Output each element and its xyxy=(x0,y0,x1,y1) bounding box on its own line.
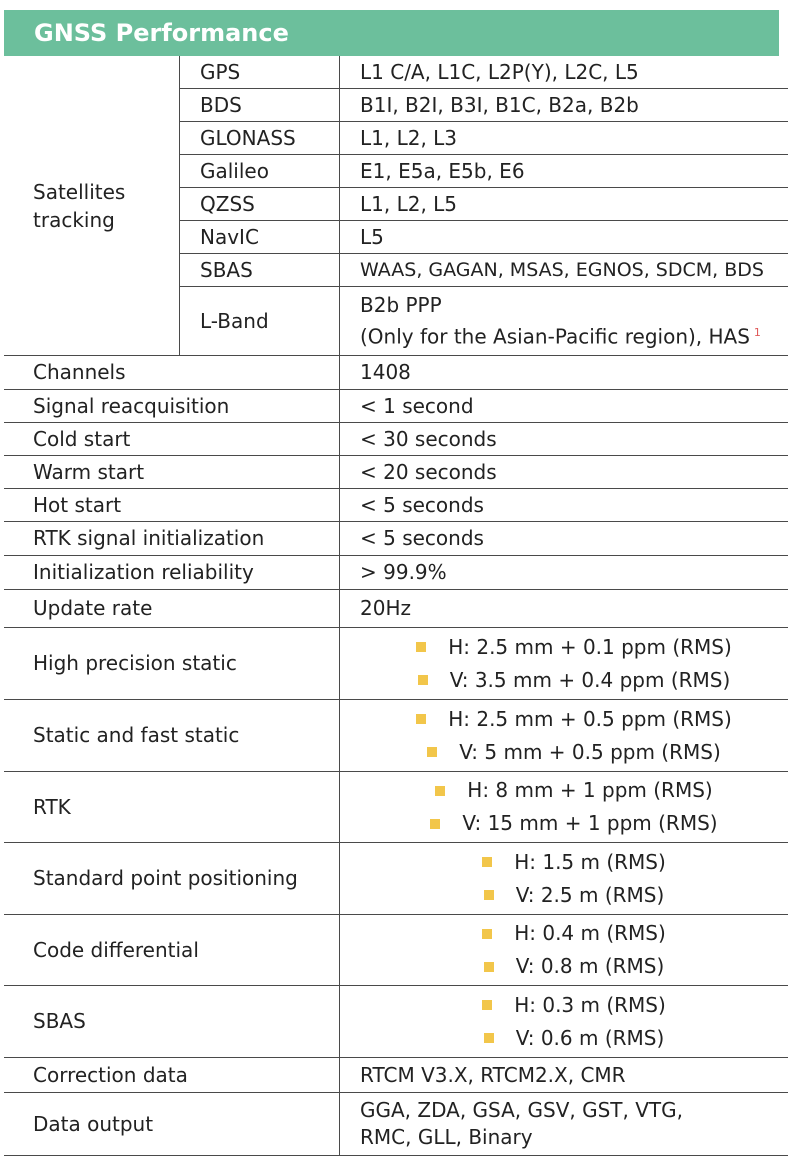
spec-table xyxy=(4,56,788,1156)
system-signals: L5 xyxy=(339,221,788,254)
bullet-icon xyxy=(418,675,428,685)
bullet-icon xyxy=(482,1000,492,1010)
table-row-static-fast-static xyxy=(4,700,788,772)
row-value xyxy=(339,986,788,1057)
row-label: RTK signal initialization xyxy=(33,526,265,550)
table-row-update-rate xyxy=(4,590,788,628)
row-value: RTCM V3.X, RTCM2.X, CMR xyxy=(339,1058,788,1092)
bullet-icon xyxy=(484,890,494,900)
table-row-rtk xyxy=(4,772,788,843)
bullet-icon xyxy=(484,1033,494,1043)
bullet-icon xyxy=(430,819,440,829)
system-name: BDS xyxy=(179,89,339,122)
row-value: < 1 second xyxy=(339,390,788,422)
row-label: Static and fast static xyxy=(33,723,240,747)
list-item: V: 0.6 m (RMS) xyxy=(484,1022,665,1055)
system-name: GLONASS xyxy=(179,122,339,155)
row-value xyxy=(339,700,788,771)
table-row-standard-point-positioning xyxy=(4,843,788,915)
table-row-lband xyxy=(4,287,788,356)
list-item: V: 5 mm + 0.5 ppm (RMS) xyxy=(427,736,721,769)
table-row-sbas-accuracy xyxy=(4,986,788,1058)
system-signals: L1, L2, L3 xyxy=(339,122,788,155)
row-value: < 30 seconds xyxy=(339,423,788,455)
table-row-sbas-signals xyxy=(4,254,788,287)
bullet-icon xyxy=(484,962,494,972)
row-value xyxy=(339,628,788,699)
table-row-navic xyxy=(4,221,788,254)
table-row-data-output xyxy=(4,1093,788,1156)
table-row-gps xyxy=(4,56,788,89)
row-value: < 20 seconds xyxy=(339,456,788,488)
system-name: QZSS xyxy=(179,188,339,221)
row-label: Channels xyxy=(33,360,126,384)
system-name: GPS xyxy=(179,56,339,89)
row-label: SBAS xyxy=(33,1009,86,1033)
list-item: H: 2.5 mm + 0.5 ppm (RMS) xyxy=(416,703,732,736)
list-item: H: 0.4 m (RMS) xyxy=(482,917,666,950)
table-row-galileo xyxy=(4,155,788,188)
table-row-bds xyxy=(4,89,788,122)
system-signals: B1I, B2I, B3I, B1C, B2a, B2b xyxy=(339,89,788,122)
table-row-reliability xyxy=(4,556,788,590)
footnote-marker: 1 xyxy=(753,326,761,340)
system-name: NavIC xyxy=(179,221,339,254)
system-name: L-Band xyxy=(179,287,339,356)
table-row-correction-data xyxy=(4,1058,788,1093)
list-item: H: 8 mm + 1 ppm (RMS) xyxy=(435,774,712,807)
table-row-warm-start xyxy=(4,456,788,489)
row-label: Correction data xyxy=(33,1062,188,1087)
row-label: Code differential xyxy=(33,937,199,962)
list-item: H: 0.3 m (RMS) xyxy=(482,989,666,1022)
bullet-icon xyxy=(427,747,437,757)
row-value: GGA, ZDA, GSA, GSV, GST, VTG, RMC, GLL, Binary xyxy=(339,1093,788,1155)
bullet-icon xyxy=(416,642,426,652)
system-name: SBAS xyxy=(179,254,339,287)
row-value: > 99.9% xyxy=(339,556,788,589)
table-row-code-differential xyxy=(4,915,788,986)
system-signals: L1, L2, L5 xyxy=(339,188,788,221)
table-row-qzss xyxy=(4,188,788,221)
row-label: Warm start xyxy=(33,459,145,484)
list-item: H: 1.5 m (RMS) xyxy=(482,846,666,879)
row-value: 1408 xyxy=(339,356,788,389)
row-value xyxy=(339,915,788,985)
list-item: V: 3.5 mm + 0.4 ppm (RMS) xyxy=(418,664,731,697)
system-signals: WAAS, GAGAN, MSAS, EGNOS, SDCM, BDS xyxy=(339,254,788,287)
list-item: V: 0.8 m (RMS) xyxy=(484,950,665,983)
row-label: RTK xyxy=(33,794,71,819)
row-value: 20Hz xyxy=(339,590,788,627)
table-row-rtk-init xyxy=(4,522,788,556)
system-signals: E1, E5a, E5b, E6 xyxy=(339,155,788,188)
bullet-icon xyxy=(435,786,445,796)
row-label: Data output xyxy=(33,1111,154,1136)
table-row-reacquisition xyxy=(4,390,788,423)
row-value: < 5 seconds xyxy=(339,522,788,555)
section-header xyxy=(4,10,779,56)
row-label: Standard point positioning xyxy=(33,866,298,890)
system-signals: L1 C/A, L1C, L2P(Y), L2C, L5 xyxy=(339,56,788,89)
row-label: High precision static xyxy=(33,651,237,675)
row-value xyxy=(339,772,788,842)
bullet-icon xyxy=(416,714,426,724)
list-item: V: 2.5 m (RMS) xyxy=(484,879,665,912)
row-label: Update rate xyxy=(33,596,153,620)
table-row-channels xyxy=(4,356,788,390)
row-value: < 5 seconds xyxy=(339,489,788,521)
row-label: Signal reacquisition xyxy=(33,393,230,418)
table-row-cold-start xyxy=(4,423,788,456)
system-name: Galileo xyxy=(179,155,339,188)
system-signals: B2b PPP (Only for the Asian-Pacific region), HAS $^1$ xyxy=(339,287,788,356)
satellites-tracking-label: Satellites tracking xyxy=(4,56,179,356)
table-row-hot-start xyxy=(4,489,788,522)
table-row-high-precision-static xyxy=(4,628,788,700)
bullet-icon xyxy=(482,929,492,939)
bullet-icon xyxy=(482,857,492,867)
table-row-glonass xyxy=(4,122,788,155)
section-title: GNSS Performance xyxy=(34,19,289,47)
row-label: Hot start xyxy=(33,492,122,517)
row-label: Cold start xyxy=(33,426,131,451)
list-item: H: 2.5 mm + 0.1 ppm (RMS) xyxy=(416,631,732,664)
list-item: V: 15 mm + 1 ppm (RMS) xyxy=(430,807,717,840)
row-label: Initialization reliability xyxy=(33,560,254,584)
row-value xyxy=(339,843,788,914)
